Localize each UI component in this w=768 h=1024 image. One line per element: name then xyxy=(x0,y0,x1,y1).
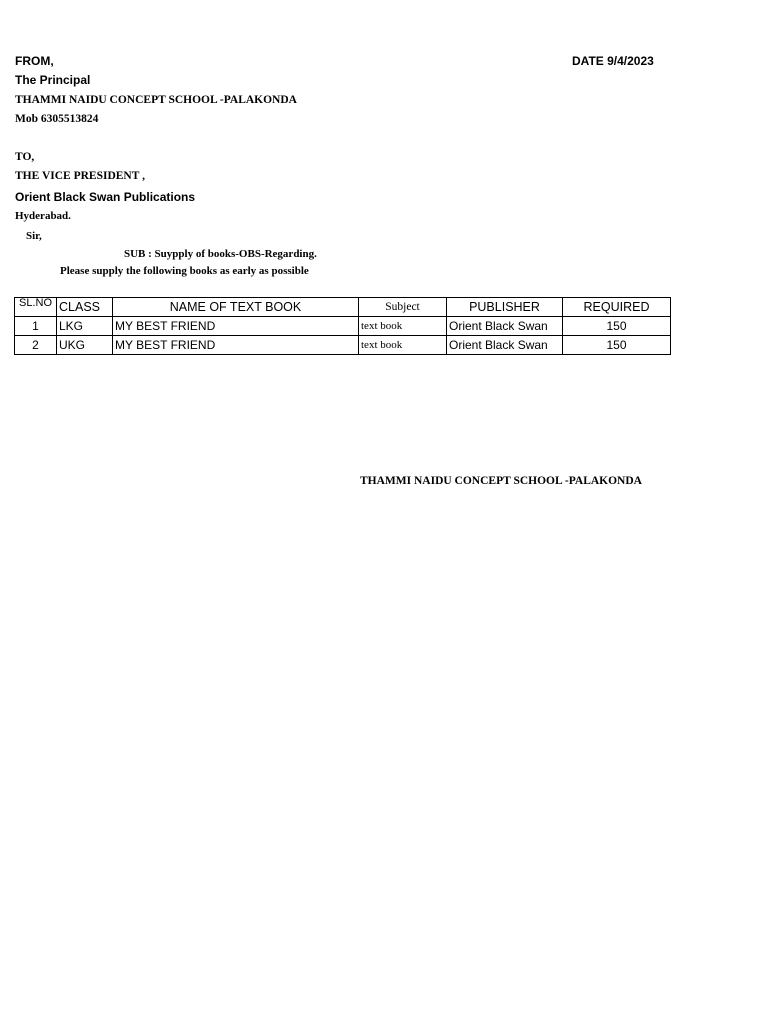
header-sl-no: SL.NO xyxy=(15,298,57,317)
row-sl-no: 1 xyxy=(15,317,57,336)
from-label: FROM, xyxy=(15,54,54,68)
request-line: Please supply the following books as early as possible xyxy=(60,265,309,277)
row-class: LKG xyxy=(57,317,113,336)
row-required: 150 xyxy=(563,317,671,336)
books-table xyxy=(14,297,671,355)
row-subject: text book xyxy=(359,336,447,355)
recipient-title: THE VICE PRESIDENT , xyxy=(15,170,145,182)
header-subject: Subject xyxy=(359,298,447,317)
row-publisher: Orient Black Swan xyxy=(447,317,563,336)
sender-mobile: Mob 6305513824 xyxy=(15,113,99,125)
sender-title: The Principal xyxy=(15,73,91,87)
table-row xyxy=(15,317,671,336)
row-book-name: MY BEST FRIEND xyxy=(113,317,359,336)
row-subject: text book xyxy=(359,317,447,336)
to-label: TO, xyxy=(15,151,35,163)
row-required: 150 xyxy=(563,336,671,355)
header-book-name: NAME OF TEXT BOOK xyxy=(113,298,359,317)
recipient-organization: Orient Black Swan Publications xyxy=(15,190,196,204)
subject-line: SUB : Suypply of books-OBS-Regarding. xyxy=(124,248,317,260)
recipient-city: Hyderabad. xyxy=(15,210,71,222)
header-class: CLASS xyxy=(57,298,113,317)
table-header-row xyxy=(15,298,671,317)
sender-school: THAMMI NAIDU CONCEPT SCHOOL -PALAKONDA xyxy=(15,94,297,106)
header-publisher: PUBLISHER xyxy=(447,298,563,317)
header-required: REQUIRED xyxy=(563,298,671,317)
signature-school: THAMMI NAIDU CONCEPT SCHOOL -PALAKONDA xyxy=(360,475,642,487)
salutation: Sir, xyxy=(26,230,42,242)
table-row xyxy=(15,336,671,355)
row-sl-no: 2 xyxy=(15,336,57,355)
row-publisher: Orient Black Swan xyxy=(447,336,563,355)
row-book-name: MY BEST FRIEND xyxy=(113,336,359,355)
row-class: UKG xyxy=(57,336,113,355)
date-label: DATE 9/4/2023 xyxy=(572,54,654,68)
